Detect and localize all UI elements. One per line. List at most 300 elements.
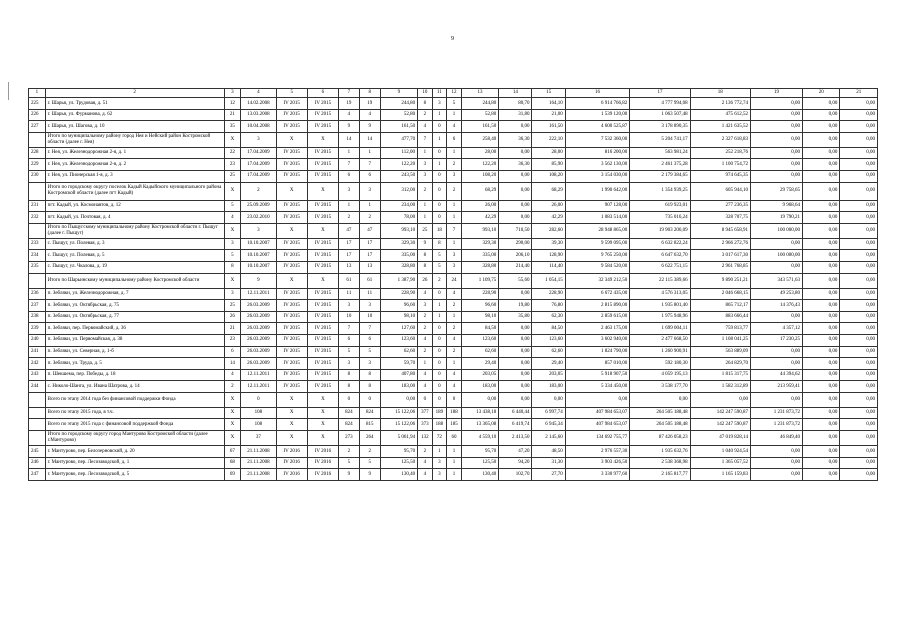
table-cell: 232 (29, 212, 46, 224)
table-cell: 4 (224, 369, 241, 381)
table-cell: IV 2015 (276, 200, 307, 212)
table-cell: 14 376,43 (750, 300, 802, 312)
table-cell: 0,00 (802, 132, 839, 147)
table-cell: 48,50 (532, 446, 565, 458)
address-cell: Итого по Пыщугскому муниципальному району Костромской области г. Пыщуг (далее г. Пыщуг) (45, 223, 224, 238)
table-cell: 9 765 250,00 (565, 250, 630, 262)
table-cell: 0,00 (840, 132, 878, 147)
table-cell: 239 (29, 323, 46, 335)
table-cell: 1 (418, 358, 433, 370)
table-cell: 42,29 (461, 212, 498, 224)
table-cell: X (307, 132, 338, 147)
table-cell: 290,00 (499, 238, 532, 250)
table-cell: 0,00 (750, 346, 802, 358)
table-cell: 0,00 (802, 358, 839, 370)
table-cell: 0,00 (840, 300, 878, 312)
table-cell: 407 984 653,07 (565, 407, 630, 419)
table-cell: IV 2015 (276, 250, 307, 262)
table-cell: 2 (241, 182, 276, 200)
table-cell: 17 (339, 238, 360, 250)
table-cell: 21.11.2008 (241, 457, 276, 469)
table-cell: 0 (418, 392, 433, 407)
table-cell: 0,00 (750, 469, 802, 481)
table-row (29, 469, 878, 481)
table-cell: 9 (241, 273, 276, 288)
column-number-cell: 9 (380, 89, 417, 98)
table-cell: 0,00 (532, 392, 565, 407)
table-cell: 2 (447, 300, 462, 312)
table-cell: 343 571,63 (750, 273, 802, 288)
table-cell: 17 230,25 (750, 334, 802, 346)
table-cell: 23 (224, 159, 241, 171)
table-cell: 6 647 632,70 (630, 250, 690, 262)
table-cell: 407 984 653,07 (565, 419, 630, 431)
table-cell: 21 (224, 323, 241, 335)
table-row (29, 446, 878, 458)
table-cell: 122,20 (461, 159, 498, 171)
table-cell: 0,00 (840, 469, 878, 481)
table-cell: IV 2015 (276, 212, 307, 224)
table-cell: 0,00 (840, 170, 878, 182)
table-cell: 0,00 (802, 98, 839, 110)
table-cell: 0,00 (802, 200, 839, 212)
table-cell: 0,00 (840, 407, 878, 419)
table-cell: 2 (418, 311, 433, 323)
table-cell: 25.09.2009 (241, 200, 276, 212)
table-cell: 29 758,65 (750, 182, 802, 200)
table-cell: 0,00 (802, 323, 839, 335)
table-cell: IV 2015 (307, 200, 338, 212)
table-cell: 1 935 801,40 (630, 300, 690, 312)
table-cell: 1 (418, 212, 433, 224)
table-cell: 68 (224, 457, 241, 469)
table-cell: IV 2015 (276, 121, 307, 133)
table-cell: 2 (447, 323, 462, 335)
table-cell: 24 (447, 273, 462, 288)
table-cell: X (307, 273, 338, 288)
table-cell: 0,00 (499, 200, 532, 212)
table-cell: 2 (447, 159, 462, 171)
table-cell: 6 (339, 170, 360, 182)
table-cell: 244 (29, 381, 46, 393)
table-cell: 264 (359, 431, 380, 446)
table-cell: 0,00 (802, 334, 839, 346)
table-cell: 0,00 (461, 392, 498, 407)
column-number-cell: 16 (565, 89, 630, 98)
table-cell: 21 (224, 109, 241, 121)
table-cell: 264 505 188,48 (630, 419, 690, 431)
table-cell: 5 204 741,17 (630, 132, 690, 147)
table-cell: 11 (339, 288, 360, 300)
table-cell: 0 (432, 147, 447, 159)
table-cell: 62,30 (532, 311, 565, 323)
table-cell: 2 (418, 323, 433, 335)
table-cell: 0,00 (499, 288, 532, 300)
address-cell: с. Николо-Шанга, ул. Ивана Шатрова, д. 14 (45, 381, 224, 393)
table-cell: 6 622 751,15 (630, 261, 690, 273)
table-cell: 19 903 206,09 (630, 223, 690, 238)
table-cell: 39,30 (532, 238, 565, 250)
subtotal-row (29, 419, 878, 431)
table-cell: 31,80 (499, 109, 532, 121)
address-cell: пгт. Кадый, ул. Почтовая, д. 4 (45, 212, 224, 224)
table-cell: 0,00 (802, 346, 839, 358)
table-cell: 0 (432, 182, 447, 200)
table-cell: 1 421 635,52 (690, 121, 750, 133)
table-cell: 4 600 525,87 (565, 121, 630, 133)
table-cell: 4 (418, 288, 433, 300)
table-cell: 161,50 (532, 121, 565, 133)
table-cell: 47 (359, 223, 380, 238)
table-cell: 8 (359, 381, 380, 393)
table-cell: 26.03.2009 (241, 311, 276, 323)
table-cell: 2 (447, 182, 462, 200)
table-cell: 7 (359, 159, 380, 171)
table-cell: 244,80 (461, 98, 498, 110)
table-cell: 1 (432, 300, 447, 312)
table-cell: 0,00 (840, 212, 878, 224)
column-number-cell: 11 (432, 89, 447, 98)
table-cell: 95,70 (461, 446, 498, 458)
table-cell: IV 2015 (276, 311, 307, 323)
table-cell: IV 2015 (276, 109, 307, 121)
table-cell: 2 463 175,00 (565, 323, 630, 335)
table-cell: 5 334 450,00 (565, 381, 630, 393)
table-cell: 6 419,74 (499, 419, 532, 431)
table-cell: 0,00 (840, 358, 878, 370)
table-cell: 100 000,00 (750, 223, 802, 238)
page-number: 9 (451, 36, 454, 42)
address-cell: с. Пыщуг, ул. Чкалова, д. 19 (45, 261, 224, 273)
table-cell: 14 (359, 132, 380, 147)
table-cell (29, 223, 46, 238)
table-cell: 0,00 (499, 334, 532, 346)
table-cell: 1 231 873,72 (750, 407, 802, 419)
table-cell: 1 815 317,75 (690, 369, 750, 381)
table-cell: 0,00 (802, 392, 839, 407)
table-cell: 0,00 (802, 182, 839, 200)
table-cell: 9 (359, 121, 380, 133)
table-cell: 125,50 (461, 457, 498, 469)
table-cell: 52,80 (461, 109, 498, 121)
table-cell: 1 365 057,52 (690, 457, 750, 469)
table-cell: 203,05 (461, 369, 498, 381)
table-cell: 0,00 (802, 273, 839, 288)
table-cell: 84,50 (461, 323, 498, 335)
table-cell: IV 2015 (307, 250, 338, 262)
table-cell: 0,00 (840, 238, 878, 250)
table-cell: 1 (447, 446, 462, 458)
table-cell: 9 (339, 469, 360, 481)
table-cell: 0,00 (840, 223, 878, 238)
table-cell: 72 (432, 431, 447, 446)
table-cell: 0,00 (750, 392, 802, 407)
table-row (29, 170, 878, 182)
table-cell: 0,00 (840, 419, 878, 431)
table-cell: 6 945,34 (532, 419, 565, 431)
table-cell: 26,00 (461, 200, 498, 212)
table-cell: 1 (447, 200, 462, 212)
table-cell: 3 (359, 182, 380, 200)
table-cell: 12.11.2011 (241, 381, 276, 393)
table-cell: 0,00 (840, 159, 878, 171)
table-cell: 1 109,75 (461, 273, 498, 288)
table-cell: 23 (224, 334, 241, 346)
table-cell: 3 (339, 300, 360, 312)
table-cell: X (224, 419, 241, 431)
table-cell: 237 (29, 300, 46, 312)
table-cell: 102,70 (499, 469, 532, 481)
table-cell: 4 (224, 212, 241, 224)
table-cell: 5 (359, 346, 380, 358)
table-cell: 14 (339, 132, 360, 147)
table-cell: 240 (29, 334, 46, 346)
address-cell: п. Зебляки, ул. Октябрьская, д. 75 (45, 300, 224, 312)
table-cell: 475 612,52 (690, 109, 750, 121)
table-cell: 4 (447, 121, 462, 133)
table-cell: IV 2015 (276, 323, 307, 335)
table-cell: 3 017 617,30 (690, 250, 750, 262)
table-cell: 188 (447, 407, 462, 419)
table-cell: IV 2015 (307, 323, 338, 335)
table-cell: X (307, 392, 338, 407)
table-cell: 258,40 (461, 132, 498, 147)
table-cell: 2 046 668,15 (690, 288, 750, 300)
table-row (29, 261, 878, 273)
table-cell: 3 538 177,70 (630, 381, 690, 393)
table-cell: 5 (339, 457, 360, 469)
table-cell: 2 (359, 212, 380, 224)
table-cell: 3 (447, 250, 462, 262)
table-cell: IV 2015 (307, 334, 338, 346)
table-cell: 1 (432, 311, 447, 323)
column-number-cell: 6 (307, 89, 338, 98)
table-cell: 9 890 251,21 (690, 273, 750, 288)
table-cell: 3 (432, 98, 447, 110)
table-cell: 241 (29, 346, 46, 358)
table-cell: X (224, 431, 241, 446)
address-cell: п. Зебляки, ул. Железнодорожная, д. 7 (45, 288, 224, 300)
table-cell: 17.04.2009 (241, 147, 276, 159)
table-cell: 4 (418, 334, 433, 346)
table-cell: 0,00 (499, 392, 532, 407)
table-cell: 12 (224, 98, 241, 110)
table-cell: 3 (432, 469, 447, 481)
table-cell: 49 253,80 (750, 288, 802, 300)
table-cell: 4 576 313,05 (630, 288, 690, 300)
table-cell: 328 707,75 (690, 212, 750, 224)
table-cell: 3 (339, 182, 360, 200)
table-cell: 28,00 (461, 147, 498, 159)
table-cell: 1 990 642,00 (565, 182, 630, 200)
table-cell: 1 (432, 446, 447, 458)
table-cell: 0,00 (802, 469, 839, 481)
table-cell (29, 132, 46, 147)
table-cell: 22 115 389,66 (630, 273, 690, 288)
table-cell: 0,00 (802, 159, 839, 171)
table-cell: 59,70 (380, 358, 417, 370)
table-cell: 2 (447, 346, 462, 358)
table-cell: 335,00 (380, 250, 417, 262)
table-cell: 247 (29, 469, 46, 481)
table-cell: IV 2015 (276, 381, 307, 393)
table-cell: 857 010,00 (565, 358, 630, 370)
table-cell: 4 (447, 369, 462, 381)
table-cell: 0,00 (840, 346, 878, 358)
address-cell: Всего по этапу 2015 года, в т.ч. (45, 407, 224, 419)
table-cell: 1 (447, 109, 462, 121)
table-cell: 993,10 (380, 223, 417, 238)
table-cell: 0,00 (499, 170, 532, 182)
table-cell: IV 2015 (276, 98, 307, 110)
table-cell: 19 (359, 98, 380, 110)
table-cell: 735 016,24 (630, 212, 690, 224)
table-cell: 6 914 766,82 (565, 98, 630, 110)
table-cell: 130,40 (461, 469, 498, 481)
table-cell: 1 935 632,76 (630, 446, 690, 458)
table-cell: IV 2015 (276, 261, 307, 273)
table-cell: IV 2015 (307, 98, 338, 110)
table-cell: 108 (241, 419, 276, 431)
table-cell: 0,00 (802, 311, 839, 323)
table-cell: 78,00 (380, 212, 417, 224)
table-cell: 122,20 (380, 159, 417, 171)
table-cell: 26 (418, 273, 433, 288)
table-cell: 6 997,74 (532, 407, 565, 419)
table-cell: 28,00 (532, 147, 565, 159)
table-cell: 4 (418, 381, 433, 393)
table-cell: IV 2015 (307, 170, 338, 182)
table-cell: 1 (447, 311, 462, 323)
table-cell: 236 (29, 288, 46, 300)
table-cell: 0,00 (750, 121, 802, 133)
table-cell: 2 477 668,50 (630, 334, 690, 346)
table-cell: 8 (418, 98, 433, 110)
subtotal-row (29, 431, 878, 446)
table-cell: 132 (418, 431, 433, 446)
table-cell: 592 180,30 (630, 358, 690, 370)
table-cell: 563 981,24 (630, 147, 690, 159)
table-cell: 2 (432, 273, 447, 288)
table-cell: X (276, 273, 307, 288)
table-cell: 26.03.2009 (241, 300, 276, 312)
table-cell: 29,40 (532, 358, 565, 370)
table-cell: 6 (359, 334, 380, 346)
table-cell: IV 2015 (307, 300, 338, 312)
table-cell: X (224, 392, 241, 407)
table-cell: 2 (418, 446, 433, 458)
table-cell: 3 178 890,35 (630, 121, 690, 133)
table-cell: 1 083 514,00 (565, 212, 630, 224)
column-number-cell: 1 (29, 89, 46, 98)
table-cell: 1 699 004,11 (630, 323, 690, 335)
table-cell: 6 440,44 (499, 407, 532, 419)
table-cell: IV 2015 (307, 261, 338, 273)
table-cell: 108,20 (461, 170, 498, 182)
table-cell: 883 666,44 (690, 311, 750, 323)
table-cell: 85,90 (532, 159, 565, 171)
table-cell: 8 945 658,91 (690, 223, 750, 238)
table-cell: 1 (447, 358, 462, 370)
table-cell: 17 (359, 238, 380, 250)
table-cell: 17 (359, 250, 380, 262)
table-cell: 10.10.2007 (241, 261, 276, 273)
table-cell: 114,40 (532, 261, 565, 273)
table-cell: 0,00 (750, 238, 802, 250)
column-number-cell: 19 (750, 89, 802, 98)
table-cell: 183,00 (532, 381, 565, 393)
table-cell: 5 (432, 250, 447, 262)
address-cell: пгт. Кадый, ул. Космонавтов, д. 12 (45, 200, 224, 212)
table-cell: 15 122,06 (380, 407, 417, 419)
table-cell: 477,70 (380, 132, 417, 147)
table-cell: 3 330 977,60 (565, 469, 630, 481)
table-cell: 27,70 (532, 469, 565, 481)
table-cell: 4 (418, 369, 433, 381)
table-cell: 244,80 (380, 98, 417, 110)
table-cell: 0 (432, 323, 447, 335)
table-cell: 2 (224, 381, 241, 393)
address-cell: Итого по городскому округу поселок Кадый Кадыйского муниципального района Костромской области (далее пгт Кадый) (45, 182, 224, 200)
address-cell: г. Мантурово, пер. Лесозаводской, д. 5 (45, 469, 224, 481)
table-cell: 8 (418, 261, 433, 273)
table-cell: 228,90 (532, 288, 565, 300)
column-number-cell: 20 (802, 89, 839, 98)
table-cell: 0,00 (750, 98, 802, 110)
table-cell: 0 (432, 346, 447, 358)
table-cell: 1 (418, 147, 433, 159)
table-row (29, 381, 878, 393)
table-cell: 3 (241, 132, 276, 147)
table-cell: 1 (359, 147, 380, 159)
table-cell: 25 (224, 300, 241, 312)
table-cell: 26,00 (532, 200, 565, 212)
table-cell: 1 260 900,91 (630, 346, 690, 358)
table-row (29, 212, 878, 224)
table-cell: 1 (447, 212, 462, 224)
table-cell: 60 (447, 431, 462, 446)
table-cell: 17.04.2009 (241, 159, 276, 171)
table-row (29, 238, 878, 250)
table-cell: 130,40 (380, 469, 417, 481)
table-cell: 312,00 (380, 182, 417, 200)
register-table (28, 88, 878, 481)
table-cell: 824 (339, 407, 360, 419)
table-cell: 112,00 (380, 147, 417, 159)
address-cell: п. Зебляки, ул. Первомайская, д. 38 (45, 334, 224, 346)
table-cell: 11 (359, 288, 380, 300)
address-cell: Итого по муниципальному району город Нея и Нейский район Костромской области (далее г. Нея) (45, 132, 224, 147)
table-cell: 42,29 (532, 212, 565, 224)
table-cell: 4 357,12 (750, 323, 802, 335)
table-cell: 0,00 (499, 121, 532, 133)
table-cell: 0,00 (802, 407, 839, 419)
table-cell (29, 182, 46, 200)
table-cell: 0,00 (802, 147, 839, 159)
address-cell: Итого по Шарьинскому муниципальному району Костромской области (45, 273, 224, 288)
table-cell: 0,00 (750, 132, 802, 147)
table-cell: 1 582 312,89 (690, 381, 750, 393)
table-cell: 0,00 (750, 446, 802, 458)
table-cell: 238 (29, 311, 46, 323)
table-cell: 0,00 (802, 369, 839, 381)
table-cell: IV 2015 (276, 334, 307, 346)
table-cell: IV 2015 (276, 369, 307, 381)
table-cell: 1 (418, 200, 433, 212)
table-cell: 1 165 159,83 (690, 469, 750, 481)
table-row (29, 288, 878, 300)
table-cell: 0 (432, 170, 447, 182)
